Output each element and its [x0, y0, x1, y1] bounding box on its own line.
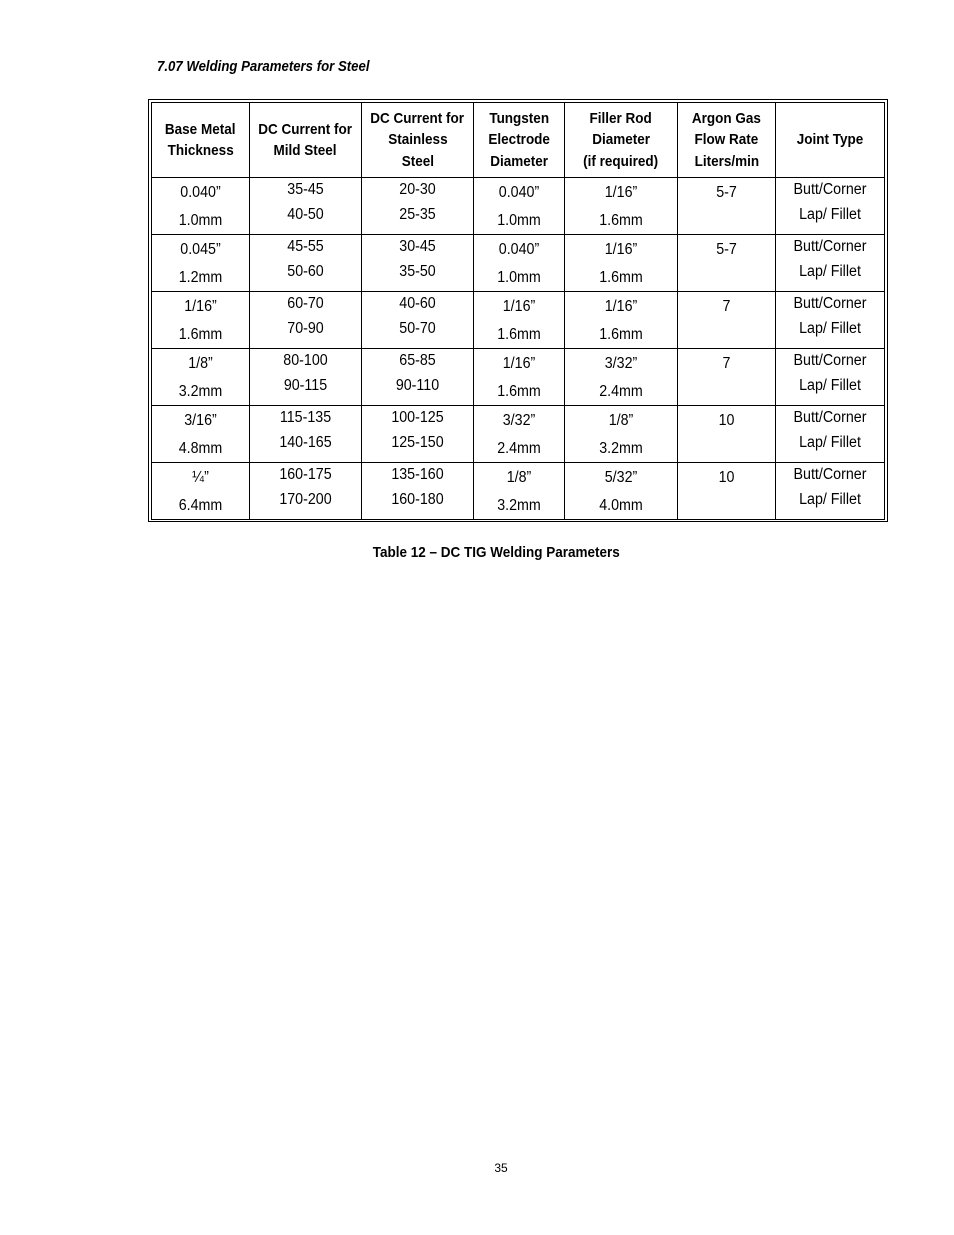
- cell-argon-gas-flow-rate: [678, 463, 776, 520]
- cell-value: 0.040”: [498, 184, 540, 201]
- cell-filler-rod-diameter: [565, 406, 678, 463]
- cell-base-metal-thickness: [152, 463, 250, 520]
- cell-value: 5-7: [716, 241, 737, 258]
- cell-value: 65-85: [399, 352, 436, 369]
- table-header-row: [152, 103, 885, 178]
- cell-value: 2.4mm: [599, 383, 643, 400]
- cell-value: 35-50: [399, 263, 436, 280]
- cell-value: 10: [718, 469, 735, 486]
- cell-value: 1.6mm: [178, 326, 223, 343]
- cell-value: 0.040”: [498, 241, 540, 258]
- cell-filler-rod-diameter: [565, 349, 678, 406]
- header-label: Tungsten: [489, 109, 549, 127]
- cell-value: 35-45: [287, 181, 324, 198]
- cell-value: 125-150: [391, 434, 444, 451]
- table-row: [152, 349, 885, 406]
- cell-value: 4.8mm: [178, 440, 223, 457]
- cell-value: 1.0mm: [178, 212, 223, 229]
- cell-value: 5/32”: [604, 469, 638, 486]
- header-label: Argon Gas: [691, 109, 762, 127]
- cell-value: 160-180: [391, 491, 444, 508]
- cell-value: 40-60: [399, 295, 436, 312]
- table-caption-text: Table 12 – DC TIG Welding Parameters: [372, 544, 620, 561]
- cell-value: 135-160: [391, 466, 444, 483]
- cell-tungsten-electrode-diameter: [474, 235, 565, 292]
- header-tungsten-electrode-diameter: [474, 103, 565, 178]
- cell-dc-current-mild-steel: [250, 349, 362, 406]
- header-dc-current-stainless-steel: [362, 103, 474, 178]
- cell-value: Butt/Corner: [793, 352, 867, 369]
- cell-value: Butt/Corner: [793, 238, 867, 255]
- cell-argon-gas-flow-rate: [678, 178, 776, 235]
- table-row: [152, 178, 885, 235]
- cell-value: 60-70: [287, 295, 324, 312]
- cell-value: 20-30: [399, 181, 436, 198]
- cell-dc-current-mild-steel: [250, 178, 362, 235]
- cell-value: Lap/ Fillet: [799, 206, 861, 223]
- cell-value: 6.4mm: [178, 497, 223, 514]
- cell-value: 3/32”: [604, 355, 638, 372]
- cell-value: 1/8”: [506, 469, 532, 486]
- header-joint-type: [776, 103, 885, 178]
- cell-base-metal-thickness: [152, 349, 250, 406]
- cell-value: 1/8”: [608, 412, 634, 429]
- cell-base-metal-thickness: [152, 178, 250, 235]
- cell-argon-gas-flow-rate: [678, 349, 776, 406]
- cell-value: 140-165: [279, 434, 332, 451]
- header-dc-current-mild-steel: [250, 103, 362, 178]
- cell-value: 1.0mm: [497, 269, 541, 286]
- cell-value: 2.4mm: [497, 440, 541, 457]
- header-label: (if required): [583, 152, 659, 170]
- cell-value: 160-175: [279, 466, 332, 483]
- cell-tungsten-electrode-diameter: [474, 349, 565, 406]
- cell-value: 1/16”: [502, 298, 536, 315]
- cell-value: ¼”: [192, 469, 209, 486]
- cell-value: 1/16”: [604, 241, 638, 258]
- header-label: Joint Type: [796, 131, 864, 149]
- cell-dc-current-stainless-steel: [362, 349, 474, 406]
- page-number: 35: [494, 1161, 508, 1175]
- cell-value: 40-50: [287, 206, 324, 223]
- cell-value: 1.6mm: [599, 212, 643, 229]
- cell-value: 30-45: [399, 238, 436, 255]
- cell-value: 1.6mm: [497, 326, 541, 343]
- cell-value: 1/8”: [188, 355, 213, 372]
- cell-value: 3/16”: [184, 412, 217, 429]
- cell-value: 1.2mm: [178, 269, 223, 286]
- cell-value: 80-100: [283, 352, 328, 369]
- header-label: Thickness: [167, 142, 234, 159]
- cell-value: 7: [722, 355, 731, 372]
- cell-value: 3.2mm: [178, 383, 223, 400]
- cell-dc-current-mild-steel: [250, 463, 362, 520]
- table-row: [152, 406, 885, 463]
- cell-value: 70-90: [287, 320, 324, 337]
- header-label: Electrode: [488, 131, 550, 149]
- header-label: Mild Steel: [273, 142, 337, 159]
- cell-dc-current-stainless-steel: [362, 463, 474, 520]
- cell-joint-type: [776, 292, 885, 349]
- cell-value: Butt/Corner: [793, 181, 867, 198]
- cell-value: 45-55: [287, 238, 324, 255]
- header-label: Flow Rate: [694, 131, 759, 149]
- cell-value: 90-110: [395, 377, 440, 394]
- cell-filler-rod-diameter: [565, 463, 678, 520]
- header-label: Liters/min: [694, 152, 759, 170]
- cell-value: 90-115: [283, 377, 328, 394]
- header-base-metal-thickness: [152, 103, 250, 178]
- cell-value: Butt/Corner: [793, 409, 867, 426]
- cell-value: Lap/ Fillet: [799, 377, 861, 394]
- table-caption: [0, 544, 954, 561]
- cell-value: 50-60: [287, 263, 324, 280]
- cell-value: 100-125: [391, 409, 444, 426]
- welding-parameters-table-frame: [148, 99, 888, 522]
- cell-joint-type: [776, 463, 885, 520]
- cell-joint-type: [776, 235, 885, 292]
- header-label: Filler Rod: [589, 109, 653, 127]
- cell-dc-current-stainless-steel: [362, 292, 474, 349]
- cell-value: 50-70: [399, 320, 436, 337]
- cell-value: 3.2mm: [599, 440, 643, 457]
- header-label: Stainless: [387, 131, 448, 149]
- table-row: [152, 292, 885, 349]
- table-row: [152, 235, 885, 292]
- cell-value: 4.0mm: [599, 497, 643, 514]
- cell-dc-current-stainless-steel: [362, 406, 474, 463]
- section-title: 7.07 Welding Parameters for Steel: [157, 58, 370, 75]
- cell-value: 3.2mm: [497, 497, 541, 514]
- cell-value: 0.045”: [180, 241, 221, 258]
- header-argon-gas-flow-rate: [678, 103, 776, 178]
- cell-joint-type: [776, 406, 885, 463]
- cell-value: 5-7: [716, 184, 737, 201]
- cell-base-metal-thickness: [152, 406, 250, 463]
- header-label: DC Current for: [258, 120, 353, 138]
- cell-tungsten-electrode-diameter: [474, 292, 565, 349]
- cell-value: 10: [718, 412, 735, 429]
- welding-parameters-table: [151, 102, 885, 520]
- table-row: [152, 463, 885, 520]
- cell-filler-rod-diameter: [565, 178, 678, 235]
- table-body: [152, 178, 885, 520]
- cell-value: 1.6mm: [599, 269, 643, 286]
- cell-dc-current-stainless-steel: [362, 178, 474, 235]
- cell-argon-gas-flow-rate: [678, 406, 776, 463]
- cell-value: Lap/ Fillet: [799, 491, 861, 508]
- cell-base-metal-thickness: [152, 235, 250, 292]
- cell-value: 1.6mm: [497, 383, 541, 400]
- cell-value: Lap/ Fillet: [799, 320, 861, 337]
- header-filler-rod-diameter: [565, 103, 678, 178]
- cell-dc-current-stainless-steel: [362, 235, 474, 292]
- cell-joint-type: [776, 349, 885, 406]
- cell-value: 170-200: [279, 491, 332, 508]
- cell-value: Lap/ Fillet: [799, 263, 861, 280]
- cell-value: 1/16”: [502, 355, 536, 372]
- cell-value: 3/32”: [502, 412, 536, 429]
- cell-filler-rod-diameter: [565, 235, 678, 292]
- cell-base-metal-thickness: [152, 292, 250, 349]
- cell-value: Butt/Corner: [793, 295, 867, 312]
- header-label: Steel: [401, 152, 434, 170]
- cell-value: 1.6mm: [599, 326, 643, 343]
- cell-value: Lap/ Fillet: [799, 434, 861, 451]
- cell-value: 1.0mm: [497, 212, 541, 229]
- cell-dc-current-mild-steel: [250, 235, 362, 292]
- cell-value: 7: [722, 298, 731, 315]
- cell-value: 1/16”: [604, 184, 638, 201]
- cell-tungsten-electrode-diameter: [474, 178, 565, 235]
- cell-value: 1/16”: [604, 298, 638, 315]
- cell-value: Butt/Corner: [793, 466, 867, 483]
- cell-value: 25-35: [399, 206, 436, 223]
- cell-dc-current-mild-steel: [250, 292, 362, 349]
- header-label: DC Current for: [370, 109, 465, 127]
- cell-joint-type: [776, 178, 885, 235]
- cell-dc-current-mild-steel: [250, 406, 362, 463]
- header-label: Diameter: [490, 152, 548, 170]
- cell-value: 1/16”: [184, 298, 217, 315]
- cell-argon-gas-flow-rate: [678, 235, 776, 292]
- cell-argon-gas-flow-rate: [678, 292, 776, 349]
- cell-value: 0.040”: [180, 184, 221, 201]
- cell-filler-rod-diameter: [565, 292, 678, 349]
- cell-tungsten-electrode-diameter: [474, 406, 565, 463]
- cell-tungsten-electrode-diameter: [474, 463, 565, 520]
- header-label: Diameter: [592, 131, 650, 149]
- header-label: Base Metal: [165, 120, 236, 138]
- cell-value: 115-135: [279, 409, 332, 426]
